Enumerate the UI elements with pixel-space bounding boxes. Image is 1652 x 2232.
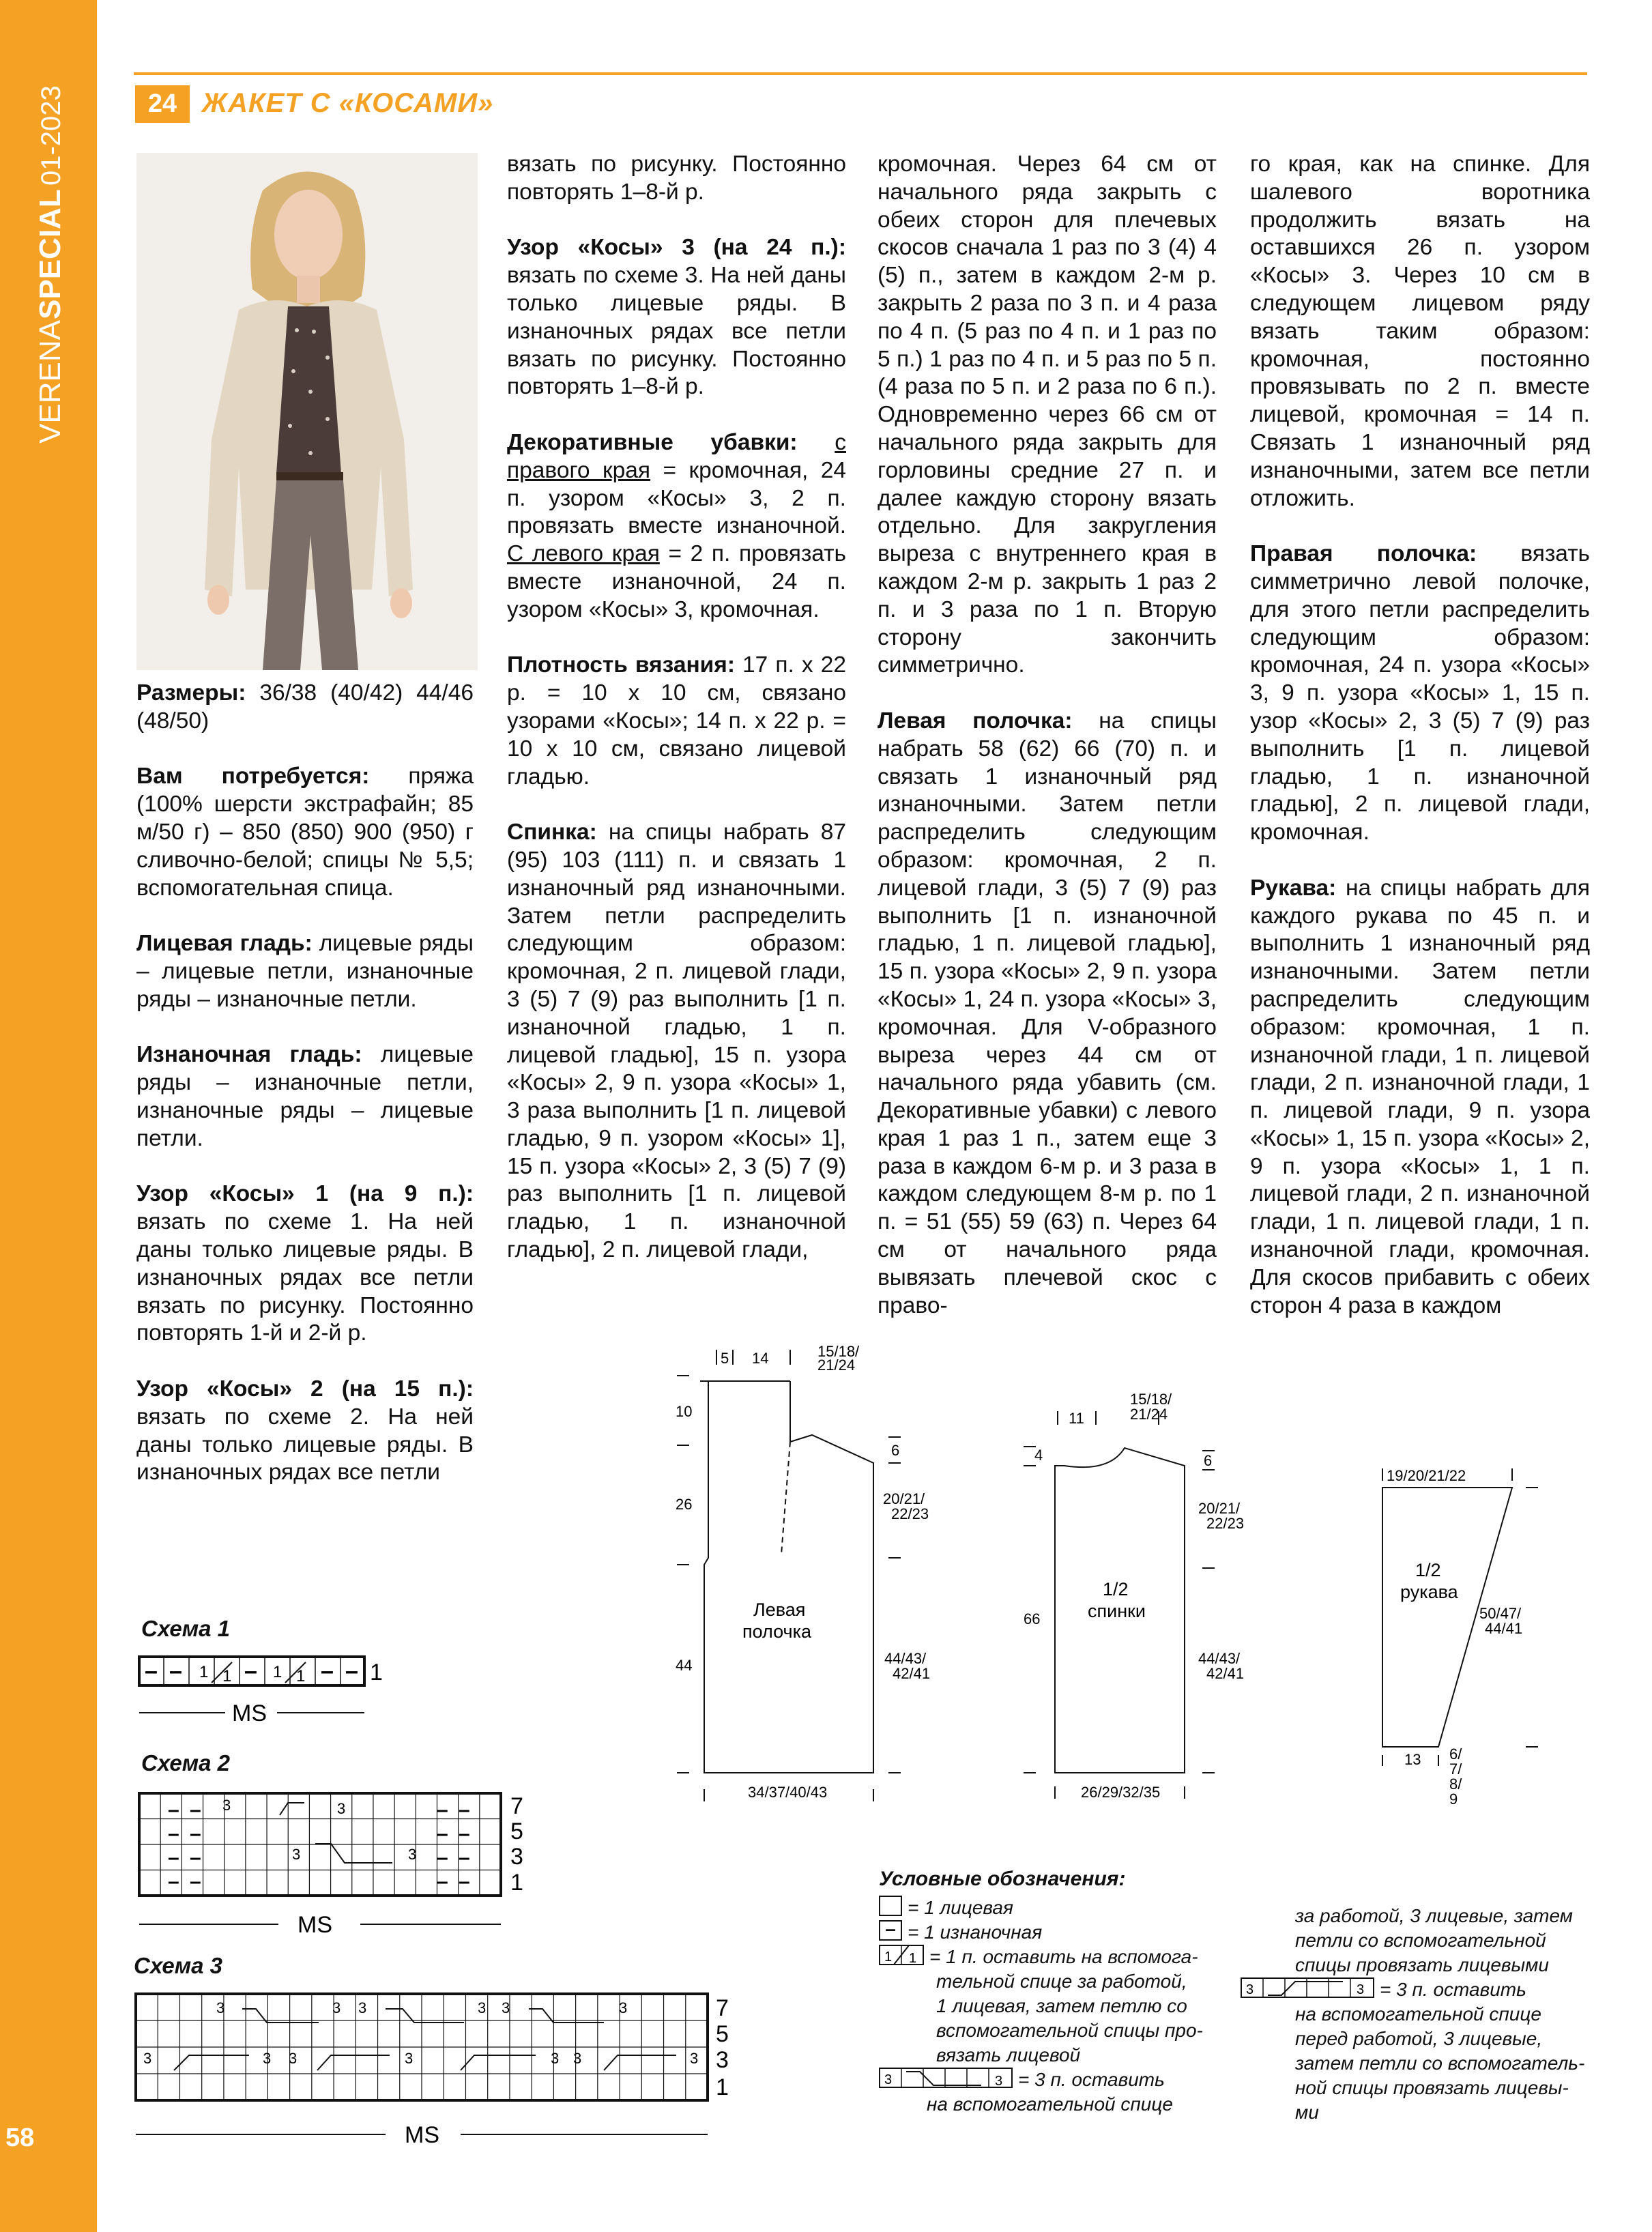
s1-dash-5: – xyxy=(345,1658,358,1684)
back-paragraph: Спинка: на спицы набрать 87 (95) 103 (111) п. и связать 1 изнаночный ряд изнаночными. Затем петли распределить следующим образом: кромочная, 2 п. лицевой глади, 3 (5) 7 (9) раз выполнить [1 п. изнаночной гладью, 1 п. лицевой гладью], 15 п. узора «Косы» 2, 9 п. узора «Косы» 1, 3 раза выполнить [1 п. лицевой гладью, 9 п. узором «Косы» 1], 15 п. узора «Косы» 2, 3 (5) 7 (9) раз выполнить [1 п. лицевой гладью, 1 п. изнаночной гладью], 2 п. лицевой глади, xyxy=(507,820,846,1263)
sl-dside2: 44/41 xyxy=(1485,1620,1523,1637)
cable-2-continued: вязать по рисунку. Постоянно повторять 1–8-й р. xyxy=(507,151,846,205)
cross-3-front-symbol xyxy=(1241,1977,1374,1998)
sl-dside: 50/47/ xyxy=(1479,1605,1522,1622)
s2-dash: – xyxy=(459,1823,470,1845)
knit-symbol xyxy=(879,1896,902,1916)
sl-dtop: 19/20/21/22 xyxy=(1387,1467,1466,1484)
column-2 xyxy=(507,151,846,1292)
lf-dtop: 15/18/ xyxy=(817,1343,860,1360)
s2-dash: – xyxy=(459,1870,470,1893)
s2-cable-3: 3 xyxy=(408,1846,417,1863)
s3-cable-3: 3 xyxy=(332,1999,341,2016)
s3-row-1: 1 xyxy=(716,2074,729,2100)
s2-dash: – xyxy=(168,1799,179,1821)
s3-cable-3: 3 xyxy=(143,2050,152,2067)
scheme-3-label: Схема 3 xyxy=(134,1953,223,1978)
legend-cross-3-back-text: на вспомогательной спице xyxy=(927,2093,1173,2115)
cross-1-symbol xyxy=(879,1945,924,1965)
s3-cable-3: 3 xyxy=(502,1999,510,2016)
s1-cross-4: 1 xyxy=(296,1667,306,1685)
legend-cross-3-back: 3 3 = 3 п. оставить xyxy=(879,2068,1234,2092)
lf-dmid2: 22/23 xyxy=(891,1505,929,1522)
legend xyxy=(879,1867,1234,2117)
legend-cross-3-front: 3 3 = 3 п. оставить xyxy=(1241,1977,1595,2002)
s2-dash: – xyxy=(437,1823,448,1845)
s1-dash-1: – xyxy=(145,1658,158,1684)
s1-cross-2: 1 xyxy=(222,1667,232,1685)
s1-row-1: 1 xyxy=(370,1659,383,1685)
column-4 xyxy=(1250,151,1590,1348)
column-1 xyxy=(136,680,474,1515)
s2-dash: – xyxy=(437,1870,448,1893)
sleeves-paragraph: Рукава: на спицы набрать для каждого рукава по 45 п. и выполнить 1 изнаночный ряд изнаночными. Затем петли распределить следующим образом: кромочная, 1 п. изнаночной глади, 1 п. лицевой глади, 2 п. изнаночной глади, 1 п. лицевой глади, 9 п. узора «Косы» 1, 15 п. узора «Косы» 2, 9 п. узора «Косы» 1, 1 п. лицевой глади, 2 п. изнаночной глади, 1 п. лицевой глади, 1 п. изнаночной глади, кромочная. Для скосов прибавить с обеих сторон 4 раза в каждом xyxy=(1250,875,1590,1318)
bk-d4: 4 xyxy=(1034,1447,1043,1464)
bk-dbottom: 26/29/32/35 xyxy=(1081,1784,1161,1801)
s2-cable-3: 3 xyxy=(292,1846,301,1863)
cable-2-paragraph: Узор «Косы» 2 (на 15 п.): вязать по схеме 2. На ней даны только лицевые ряды. В изнаночных рядах все петли xyxy=(136,1376,474,1485)
bk-dmid2: 22/23 xyxy=(1206,1515,1245,1532)
svg-text:3: 3 xyxy=(995,2074,1003,2089)
lf-d26: 26 xyxy=(676,1496,693,1513)
bk-dtop2: 21/24 xyxy=(1130,1406,1168,1423)
scheme-2-chart xyxy=(136,1788,546,1958)
s1-dash-3: – xyxy=(244,1658,257,1684)
s2-row-5: 5 xyxy=(510,1818,523,1844)
s3-ms: MS xyxy=(405,2122,439,2148)
legend-knit: = 1 лицевая xyxy=(879,1896,1234,1920)
s2-cable-3: 3 xyxy=(222,1797,231,1814)
lf-d44: 44 xyxy=(676,1657,693,1674)
decrease-paragraph: Декоративные убавки: с правого края = кромочная, 24 п. узором «Косы» 3, 2 п. провязать вместе изнаночной. С левого края = 2 п. провязать вместе изнаночной, 24 п. узором «Косы» 3, кромочная. xyxy=(507,429,847,622)
lf-d14: 14 xyxy=(752,1350,769,1367)
bk-dtop: 15/18/ xyxy=(1130,1391,1172,1408)
header-rule xyxy=(134,72,1587,75)
scheme-3-chart xyxy=(133,1988,761,2152)
sl-db3: 8/ xyxy=(1449,1776,1462,1793)
reverse-stockinette-paragraph: Изнаночная гладь: лицевые ряды – изнаночные петли, изнаночные ряды – лицевые петли. xyxy=(136,1042,474,1151)
s2-dash: – xyxy=(437,1799,448,1821)
sl-label-1: 1/2 xyxy=(1415,1560,1441,1580)
svg-text:1: 1 xyxy=(884,1950,893,1965)
lf-d6: 6 xyxy=(891,1442,900,1459)
s2-dash: – xyxy=(168,1846,179,1869)
s3-cable-3: 3 xyxy=(405,2050,414,2067)
bk-dmid: 20/21/ xyxy=(1198,1500,1241,1517)
s3-cable-3: 3 xyxy=(263,2050,272,2067)
lf-dlow: 44/43/ xyxy=(884,1650,927,1667)
svg-text:3: 3 xyxy=(1246,1982,1254,1997)
sl-db4: 9 xyxy=(1449,1791,1458,1808)
s2-cable-3: 3 xyxy=(337,1800,346,1817)
bk-label-2: спинки xyxy=(1088,1601,1146,1621)
sizes-paragraph: Размеры: 36/38 (40/42) 44/46 (48/50) xyxy=(136,680,474,734)
s2-dash: – xyxy=(437,1846,448,1869)
model-photo xyxy=(136,153,478,670)
sl-d13: 13 xyxy=(1404,1751,1421,1768)
s2-dash: – xyxy=(190,1870,201,1893)
s2-dash: – xyxy=(190,1823,201,1845)
s3-cable-3: 3 xyxy=(358,1999,367,2016)
back-pattern xyxy=(1022,1377,1268,1807)
left-front-pattern xyxy=(676,1343,931,1807)
sidebar xyxy=(0,0,97,2232)
lf-d10: 10 xyxy=(676,1403,693,1420)
bk-dlow2: 42/41 xyxy=(1206,1665,1245,1682)
legend-cross-1: 1 1 = 1 п. оставить на вспомога- тельной спице за работой, 1 лицевая, затем петлю со вспомогательной спицы про- вязать лицевой xyxy=(879,1945,1234,2068)
s2-dash: – xyxy=(459,1846,470,1869)
s3-row-3: 3 xyxy=(716,2047,729,2073)
sl-db1: 6/ xyxy=(1449,1745,1462,1763)
s1-dash-2: – xyxy=(169,1658,182,1684)
brand-verena: VERENA xyxy=(33,320,67,444)
issue-number: 01-2023 xyxy=(36,85,66,186)
stockinette-paragraph: Лицевая гладь: лицевые ряды – лицевые петли, изнаночные ряды – изнаночные петли. xyxy=(136,931,474,1012)
bk-label-1: 1/2 xyxy=(1103,1579,1129,1599)
bk-d66: 66 xyxy=(1024,1610,1041,1627)
column-3 xyxy=(878,151,1217,1348)
svg-text:3: 3 xyxy=(1357,1982,1365,1997)
svg-text:1: 1 xyxy=(909,1951,917,1966)
magazine-title xyxy=(11,65,79,447)
s1-cross-3: 1 xyxy=(273,1663,282,1681)
scheme-1-label: Схема 1 xyxy=(141,1616,231,1641)
purl-symbol: – xyxy=(879,1920,902,1941)
legend-right: за работой, 3 лицевые, затем петли со вспомогательной спицы провязать лицевыми 3 3 = 3 п. оставить на вспомогательной спице перед работой, 3 лицевые, затем петли со вспомогатель- ной спицы провязать лицевы- ми xyxy=(1241,1904,1595,2125)
s3-cable-3: 3 xyxy=(289,2050,298,2067)
s2-row-1: 1 xyxy=(510,1870,523,1896)
legend-purl: – = 1 изнаночная xyxy=(879,1920,1234,1945)
cable-1-paragraph: Узор «Косы» 1 (на 9 п.): вязать по схеме 1. На ней даны только лицевые ряды. В изнаночных рядах все петли вязать по рисунку. Постоянно повторять 1-й и 2-й р. xyxy=(136,1181,474,1346)
scheme-1-chart xyxy=(136,1650,396,1745)
page-number: 58 xyxy=(5,2124,35,2152)
bk-d6: 6 xyxy=(1204,1452,1213,1469)
s2-dash: – xyxy=(190,1846,201,1869)
s2-row-7: 7 xyxy=(510,1793,523,1819)
page-title: ЖАКЕТ С «КОСАМИ» xyxy=(202,88,494,118)
svg-text:3: 3 xyxy=(884,2072,893,2087)
s1-dash-4: – xyxy=(321,1658,334,1684)
s3-row-7: 7 xyxy=(716,1995,729,2021)
left-front-paragraph: Левая полочка: на спицы набрать 58 (62) 66 (70) п. и связать 1 изнаночный ряд изнаночными. Затем петли распределить следующим образом: кромочная, 2 п. лицевой глади, 3 (5) 7 (9) раз выполнить [1 п. изнаночной гладью, 1 п. лицевой гладью], 15 п. узора «Косы» 2, 9 п. узора «Косы» 1, 24 п. узора «Косы» 3, кромочная. Для V-образного выреза через 44 см от начального ряда убавить (см. Декоративные убавки) с левого края 1 раз 1 п., затем еще 3 раза в каждом 6-м р. и 3 раза в каждом следующем 8-м р. по 1 п. = 51 (55) 59 (63) п. Через 64 см от начального ряда вывязать плечевой скос с право- xyxy=(878,708,1217,1318)
s3-cable-3: 3 xyxy=(573,2050,582,2067)
back-continued: кромочная. Через 64 см от начального ряда закрыть с обеих сторон для плечевых скосов сначала 1 раз по 3 (4) 4 (5) п., затем в каждом 2-м р. закрыть 2 раза по 3 п. и 4 раза по 4 п. (5 раз по 4 п. и 1 раз по 5 п.) 1 раз по 4 п. и 5 раз по 5 п. (4 раза по 5 п. и 2 раза по 6 п.). Одновременно через 66 см от начального ряда закрыть для горловины средние 27 п. и далее каждую сторону вязать отдельно. Для закругления выреза с внутреннего края в каждом 2-м р. закрыть 1 раз 2 п. и 3 раза по 1 п. Вторую сторону закончить симметрично. xyxy=(878,151,1217,678)
brand-special: SPECIAL xyxy=(33,189,67,319)
pattern-number: 24 xyxy=(135,85,190,123)
lf-d5: 5 xyxy=(721,1350,729,1367)
sl-db2: 7/ xyxy=(1449,1760,1462,1778)
legend-title: Условные обозначения: xyxy=(879,1868,1126,1890)
s1-ms: MS xyxy=(232,1700,267,1726)
lf-dtop2: 21/24 xyxy=(817,1357,856,1374)
bk-d11: 11 xyxy=(1069,1410,1084,1427)
gauge-paragraph: Плотность вязания: 17 п. х 22 р. = 10 х 10 см, связано узорами «Косы»; 14 п. х 22 р. = 10 х 10 см, связано лицевой гладью. xyxy=(507,652,846,789)
lf-label-2: полочка xyxy=(742,1621,812,1642)
materials-paragraph: Вам потребуется: пряжа (100% шерсти экстрафайн; 85 м/50 г) – 850 (850) 900 (950) г сливочно-белой; спицы № 5,5; вспомогательная спица. xyxy=(136,764,474,901)
cross-3-back-symbol xyxy=(879,2068,1013,2088)
s3-cable-3: 3 xyxy=(690,2050,699,2067)
left-front-continued: го края, как на спинке. Для шалевого воротника продолжить вязать на оставшихся 26 п. узором «Косы» 3. Через 10 см в следующем лицевом ряду вязать таким образом: кромочная, постоянно провязывать по 2 п. вместе лицевой, кромочная = 14 п. Связать 1 изнаночный ряд изнаночными, затем все петли отложить. xyxy=(1250,151,1590,511)
s2-dash: – xyxy=(168,1823,179,1845)
lf-dbottom: 34/37/40/43 xyxy=(748,1784,828,1801)
s2-dash: – xyxy=(168,1870,179,1893)
s3-cable-3: 3 xyxy=(619,1999,628,2016)
s3-cable-3: 3 xyxy=(478,1999,487,2016)
s2-ms: MS xyxy=(298,1912,332,1938)
lf-label-1: Левая xyxy=(753,1599,806,1620)
bk-dlow: 44/43/ xyxy=(1198,1650,1241,1667)
lf-dmid: 20/21/ xyxy=(883,1490,925,1507)
sl-label-2: рукава xyxy=(1400,1582,1458,1602)
s2-dash: – xyxy=(190,1799,201,1821)
scheme-2-label: Схема 2 xyxy=(141,1750,231,1776)
sleeve-pattern xyxy=(1377,1460,1582,1815)
s3-cable-3: 3 xyxy=(551,2050,560,2067)
s2-dash: – xyxy=(459,1799,470,1821)
s1-cross-1: 1 xyxy=(199,1663,209,1681)
right-front-paragraph: Правая полочка: вязать симметрично левой полочке, для этого петли распределить следующим образом: кромочная, 24 п. узора «Косы» 3, 9 п. узора «Косы» 1, 15 п. узор «Косы» 2, 3 (5) 7 (9) раз выполнить [1 п. лицевой гладью, 1 п. изнаночной гладью], 2 п. лицевой глади, кромочная. xyxy=(1250,541,1590,845)
s3-row-5: 5 xyxy=(716,2021,729,2047)
s2-row-3: 3 xyxy=(510,1844,523,1870)
cable-3-paragraph: Узор «Косы» 3 (на 24 п.): вязать по схеме 3. На ней даны только лицевые ряды. В изнаночных рядах все петли вязать по рисунку. Постоянно повторять 1–8-й р. xyxy=(507,235,846,400)
s3-cable-3: 3 xyxy=(216,1999,225,2016)
lf-dlow2: 42/41 xyxy=(893,1665,931,1682)
